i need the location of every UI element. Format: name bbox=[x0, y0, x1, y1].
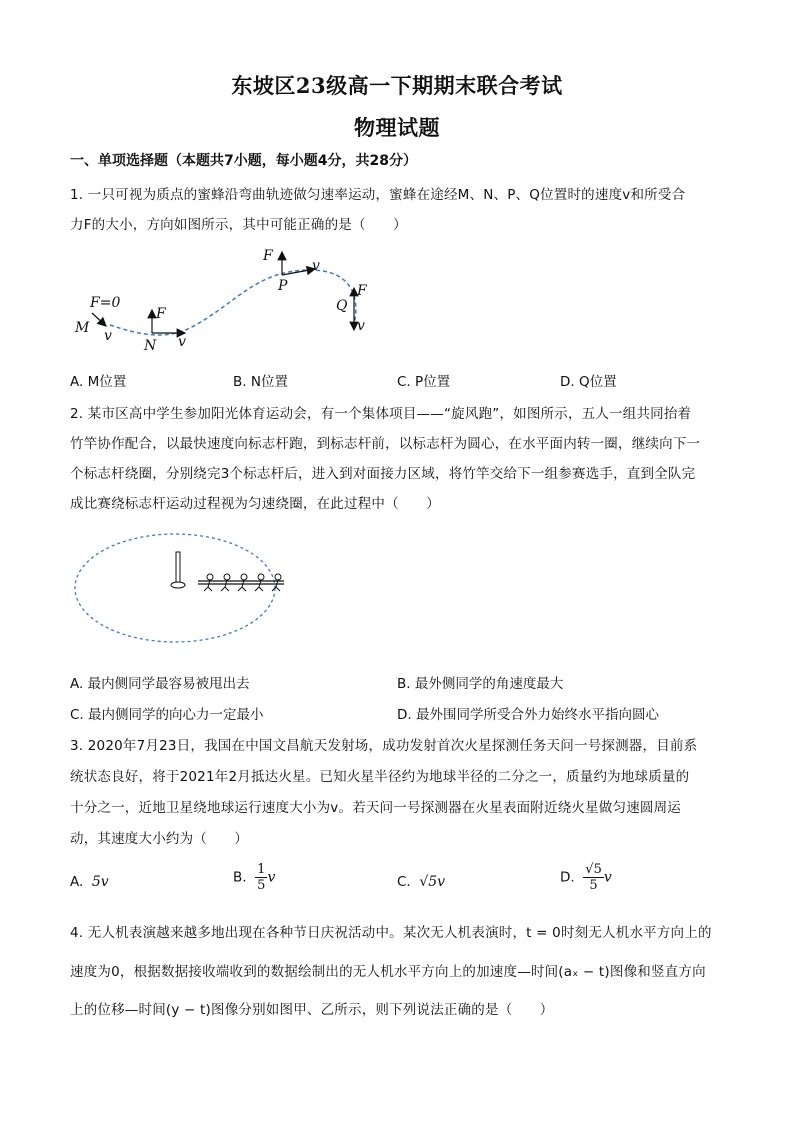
n-point-label: N bbox=[144, 338, 157, 354]
marker-pole bbox=[176, 552, 180, 582]
n-velocity-label: v bbox=[178, 334, 186, 350]
q1-option-b[interactable]: B. N位置 bbox=[233, 374, 288, 390]
q-force-label: F bbox=[357, 283, 367, 299]
q3-option-d[interactable]: D. $\frac{√5}{5}$ v bbox=[560, 862, 612, 893]
marker-pole-base bbox=[171, 582, 185, 588]
q4-stem-line3: 上的位移—时间(y − t)图像分别如图甲、乙所示，则下列说法正确的是（ ） bbox=[70, 1002, 554, 1018]
q2-stem-line3: 个标志杆绕圈，分别绕完3个标志杆后，进入到对面接力区域，将竹竿交给下一组参赛选手，直到全队完 bbox=[70, 466, 696, 482]
q2-option-c[interactable]: C. 最内侧同学的向心力一定最小 bbox=[70, 707, 264, 723]
q2-stem-line2: 竹竿协作配合，以最快速度向标志杆跑，到标志杆前，以标志杆为圆心，在水平面内转一圈，继续向下一 bbox=[70, 436, 701, 452]
q2-stem-line4: 成比赛绕标志杆运动过程视为匀速绕圈，在此过程中（ ） bbox=[70, 496, 440, 512]
q1-option-d[interactable]: D. Q位置 bbox=[560, 374, 617, 390]
q3-stem-line2: 统状态良好，将于2021年2月抵达火星。已知火星半径约为地球半径的二分之一，质量约为地球质量的 bbox=[70, 769, 690, 785]
q3-option-c[interactable]: C. √5v bbox=[397, 874, 446, 890]
m-velocity-label: v bbox=[104, 328, 112, 344]
runners-group bbox=[204, 574, 281, 591]
q2-stem-line1: 2. 某市区高中学生参加阳光体育运动会，有一个集体项目——“旋风跑”，如图所示，五人一组共同抬着 bbox=[70, 406, 692, 422]
q1-option-c[interactable]: C. P位置 bbox=[397, 374, 451, 390]
q2-option-b[interactable]: B. 最外侧同学的角速度最大 bbox=[397, 676, 564, 692]
p-force-label: F bbox=[263, 248, 273, 264]
bee-trajectory bbox=[110, 270, 356, 335]
p-point-label: P bbox=[278, 278, 288, 294]
exam-subtitle: 物理试题 bbox=[354, 115, 440, 140]
section-heading: 一、单项选择题（本题共7小题，每小题4分，共28分） bbox=[70, 153, 417, 169]
p-velocity-label: v bbox=[312, 258, 320, 274]
q3-option-d-fraction: $\frac{√5}{5}$ bbox=[585, 862, 602, 893]
q2-option-d[interactable]: D. 最外围同学所受合外力始终水平指向圆心 bbox=[397, 707, 659, 723]
q4-stem-line1: 4. 无人机表演越来越多地出现在各种节日庆祝活动中。某次无人机表演时，t = 0时刻无人机水平方向上的 bbox=[70, 925, 712, 941]
q4-stem-line2: 速度为0，根据数据接收端收到的数据绘制出的无人机水平方向上的加速度—时间(aₓ − t)图像和竖直方向 bbox=[70, 964, 706, 980]
q3-option-a[interactable]: A. 5v bbox=[70, 874, 109, 890]
m-point-label: M bbox=[75, 320, 90, 336]
n-force-label: F bbox=[156, 306, 166, 322]
exam-title: 东坡区23级高一下期期末联合考试 bbox=[231, 73, 563, 98]
q3-stem-line3: 十分之一，近地卫星绕地球运行速度大小为v。若天问一号探测器在火星表面附近绕火星做匀速圆周运 bbox=[70, 800, 681, 816]
q3-option-b-fraction: $\frac{1}{5}$ bbox=[257, 862, 266, 893]
q3-option-b[interactable]: B. $\frac{1}{5}$ v bbox=[233, 862, 276, 893]
m-force-label: F=0 bbox=[90, 295, 121, 311]
q1-stem-line1: 1. 一只可视为质点的蜜蜂沿弯曲轨迹做匀速率运动，蜜蜂在途经M、N、P、Q位置时的速度v和所受合 bbox=[70, 187, 686, 203]
q-velocity-label: v bbox=[357, 318, 365, 334]
q2-option-a[interactable]: A. 最内侧同学最容易被甩出去 bbox=[70, 676, 250, 692]
q3-stem-line4: 动，其速度大小约为（ ） bbox=[70, 831, 249, 847]
q1-trajectory-figure bbox=[70, 240, 390, 355]
q3-stem-line1: 3. 2020年7月23日，我国在中国文昌航天发射场，成功发射首次火星探测任务天问一号探测器，目前系 bbox=[70, 738, 698, 754]
q1-option-a[interactable]: A. M位置 bbox=[70, 374, 127, 390]
m-velocity-arrow bbox=[92, 313, 106, 326]
q-point-label: Q bbox=[336, 298, 348, 314]
q2-whirlwind-figure bbox=[70, 530, 370, 650]
q1-stem-line2: 力F的大小，方向如图所示，其中可能正确的是（ ） bbox=[70, 217, 407, 233]
